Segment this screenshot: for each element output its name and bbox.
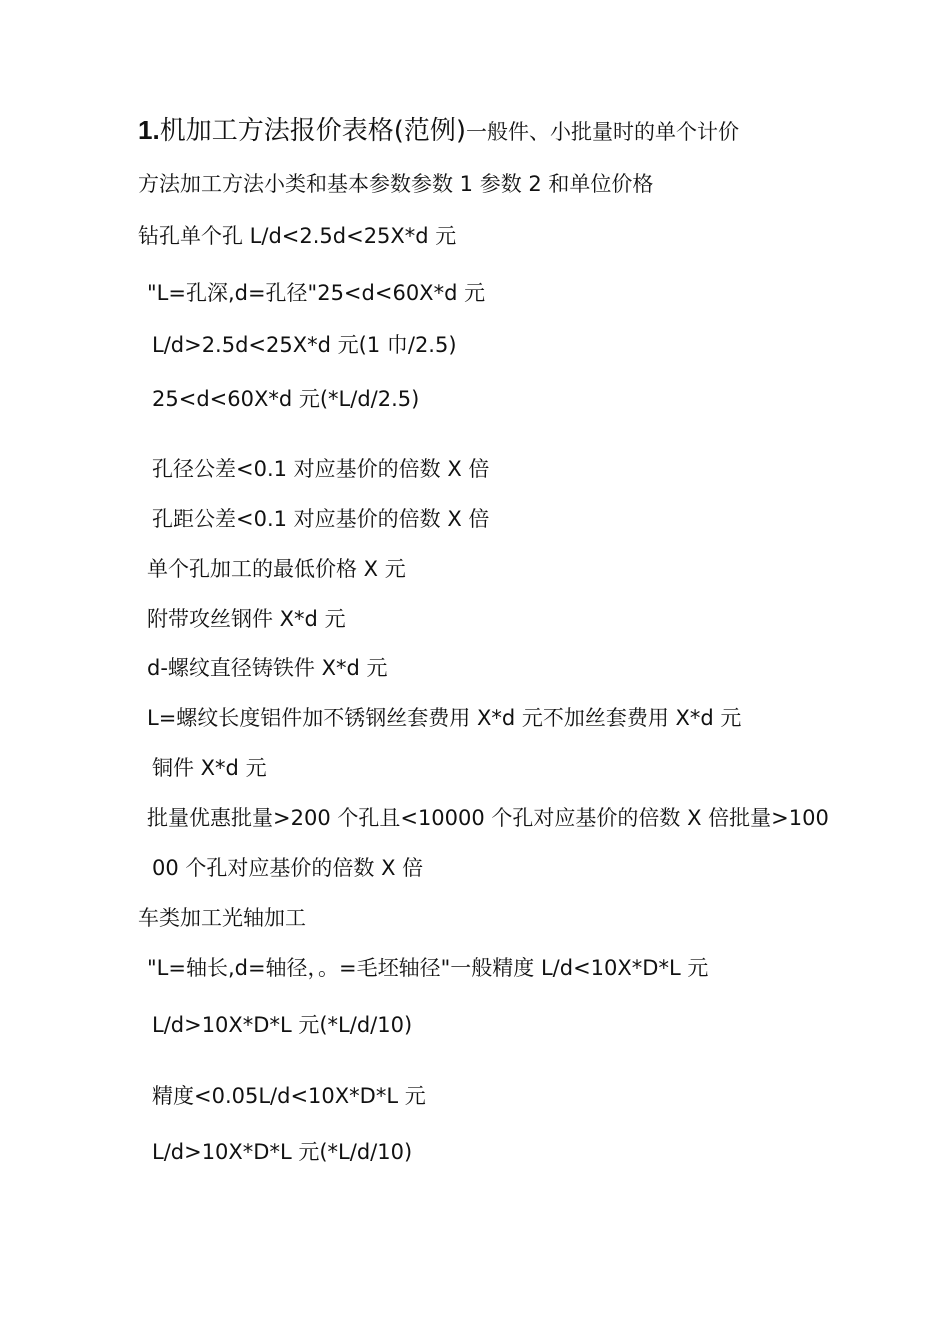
text-line: 铜件 X*d 元: [152, 756, 267, 780]
title-main: 机加工方法报价表格(范例): [159, 116, 466, 146]
text-line: 钻孔单个孔 L/d<2.5d<25X*d 元: [138, 224, 457, 248]
text-line: 00 个孔对应基价的倍数 X 倍: [152, 856, 424, 880]
text-line: L=螺纹长度铝件加不锈钢丝套费用 X*d 元不加丝套费用 X*d 元: [147, 706, 742, 730]
text-line: L/d>10X*D*L 元(*L/d/10): [152, 1013, 413, 1037]
text-line: 批量优惠批量>200 个孔且<10000 个孔对应基价的倍数 X 倍批量>100: [147, 806, 829, 830]
document-title: [138, 116, 739, 147]
text-line: 单个孔加工的最低价格 X 元: [147, 557, 406, 581]
text-line: d-螺纹直径铸铁件 X*d 元: [147, 656, 388, 680]
text-line: L/d>2.5d<25X*d 元(1 巾/2.5): [152, 333, 457, 357]
text-line: "L=孔深,d=孔径"25<d<60X*d 元: [147, 281, 486, 305]
text-line: 车类加工光轴加工: [138, 906, 306, 930]
text-line: 孔距公差<0.1 对应基价的倍数 X 倍: [152, 507, 490, 531]
text-line: L/d>10X*D*L 元(*L/d/10): [152, 1140, 413, 1164]
title-subtitle: 一般件、小批量时的单个计价: [465, 120, 739, 144]
text-line: 25<d<60X*d 元(*L/d/2.5): [152, 387, 420, 411]
text-line: "L=轴长,d=轴径，。=毛坯轴径"一般精度 L/d<10X*D*L 元: [147, 956, 709, 980]
text-line: 孔径公差<0.1 对应基价的倍数 X 倍: [152, 457, 490, 481]
text-line: 附带攻丝钢件 X*d 元: [147, 607, 346, 631]
text-line: 精度<0.05L/d<10X*D*L 元: [152, 1084, 426, 1108]
text-line: 方法加工方法小类和基本参数参数 1 参数 2 和单位价格: [138, 172, 654, 196]
title-number: 1.: [138, 115, 160, 145]
